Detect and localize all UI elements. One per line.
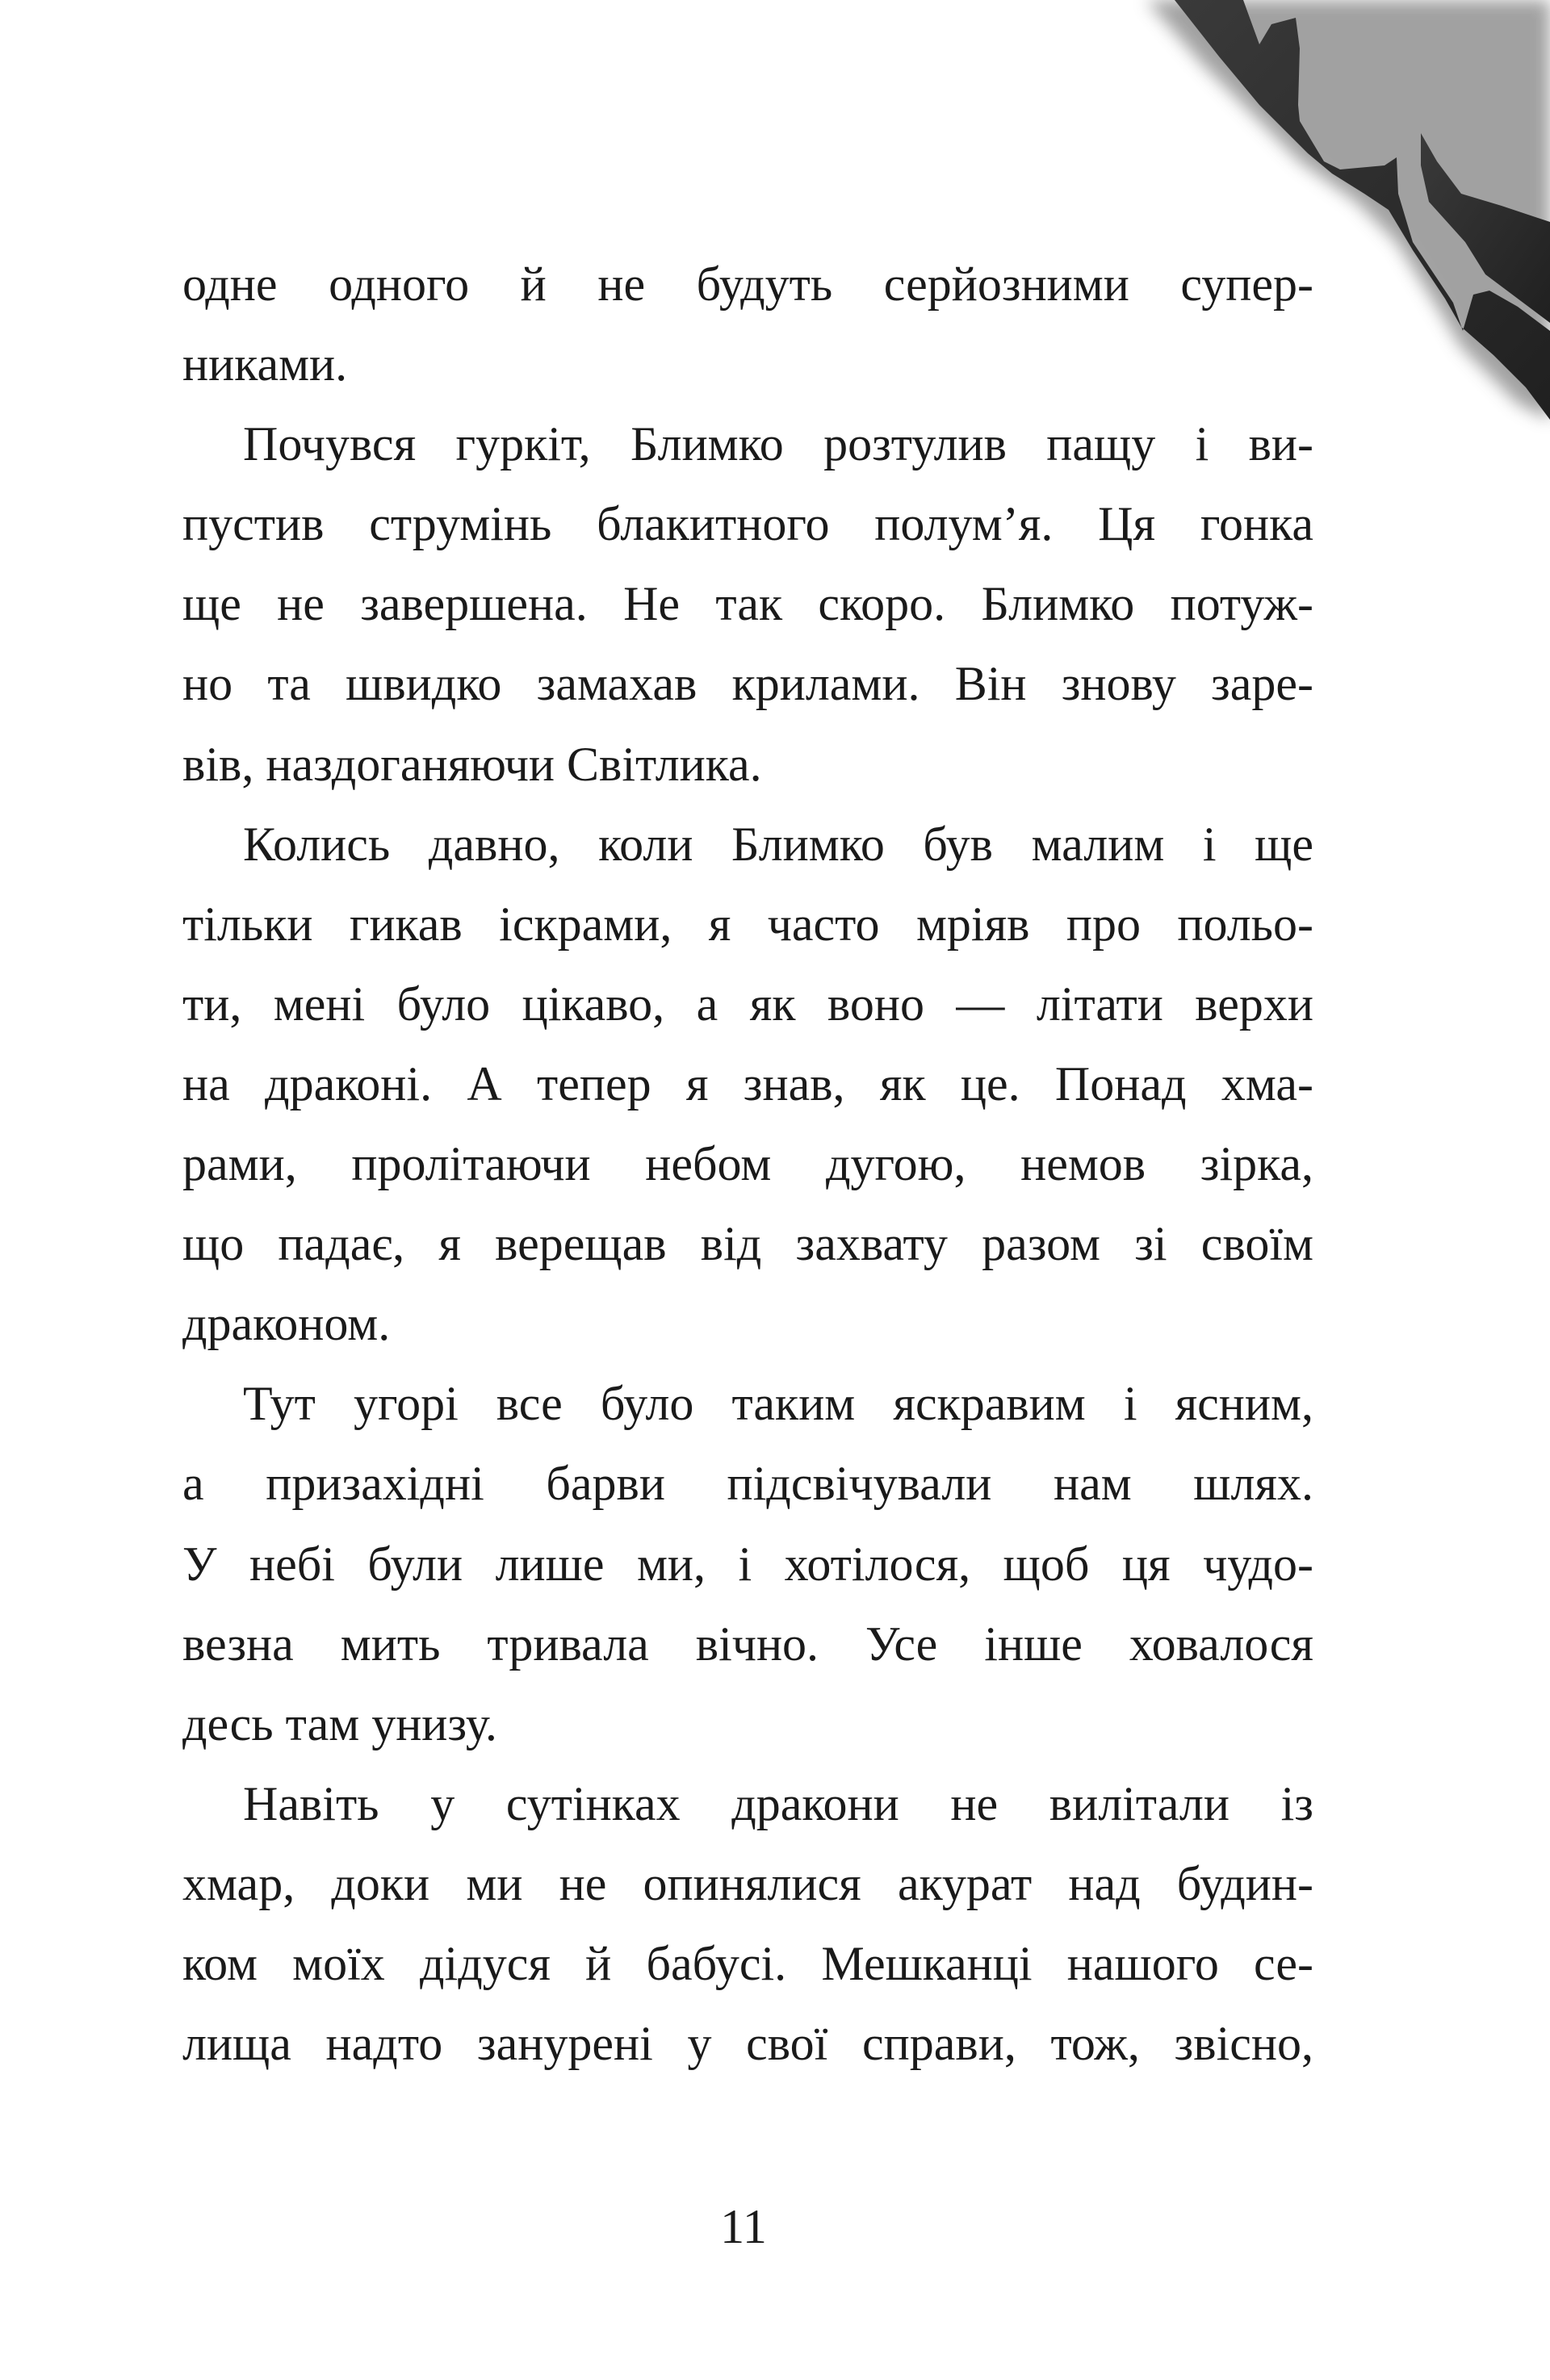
text-line: одне одного й не будуть серйозними супер-	[182, 257, 1313, 311]
text-line: У небі були лише ми, і хотілося, щоб ця чудо-	[182, 1537, 1313, 1591]
text-line: Тут угорі все було таким яскравим і ясним,	[243, 1377, 1313, 1431]
text-line: вів, наздоганяючи Світлика.	[182, 737, 762, 791]
text-line: рами, пролітаючи небом дугою, немов зірка,	[182, 1137, 1313, 1191]
text-line: везна мить тривала вічно. Усе інше ховалося	[182, 1617, 1313, 1671]
text-line: десь там унизу.	[182, 1696, 497, 1750]
text-line: пустив струмінь блакитного полум’я. Ця гонка	[182, 497, 1313, 551]
text-line: но та швидко замахав крилами. Він знову заре-	[182, 657, 1313, 711]
text-line: никами.	[182, 337, 348, 391]
body-text	[182, 245, 1313, 2084]
text-line: ком моїх дідуся й бабусі. Мешканці нашого се-	[182, 1936, 1313, 1990]
text-line: тільки гикав іскрами, я часто мріяв про польо-	[182, 897, 1313, 951]
text-line: хмар, доки ми не опинялися акурат над будин-	[182, 1856, 1313, 1910]
text-line: Колись давно, коли Блимко був малим і ще	[243, 817, 1313, 871]
text-line: драконом.	[182, 1297, 391, 1351]
text-line: ще не завершена. Не так скоро. Блимко потуж-	[182, 577, 1313, 631]
text-line: Почувся гуркіт, Блимко розтулив пащу і ви-	[243, 417, 1313, 471]
text-line: ти, мені було цікаво, а як воно — літати верхи	[182, 977, 1313, 1031]
text-line: на драконі. А тепер я знав, як це. Понад хма-	[182, 1056, 1313, 1111]
text-line: що падає, я верещав від захвату разом зі своїм	[182, 1217, 1313, 1271]
text-line: а призахідні барви підсвічували нам шлях.	[182, 1457, 1313, 1511]
text-line: Навіть у сутінках дракони не вилітали із	[243, 1776, 1313, 1830]
text-line: лища надто занурені у свої справи, тож, звісно,	[182, 2017, 1313, 2071]
page-number: 11	[720, 2200, 767, 2253]
